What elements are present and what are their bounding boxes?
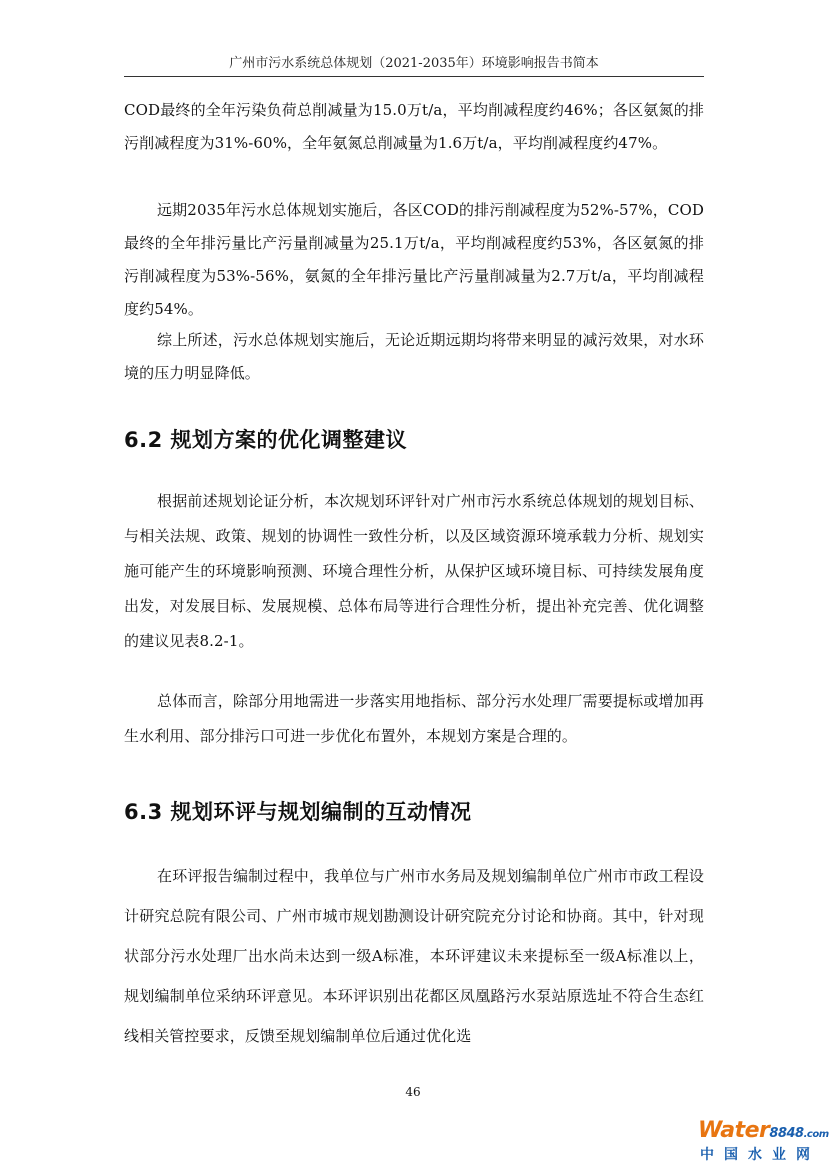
paragraph: COD最终的全年污染负荷总削减量为15.0万t/a，平均削减程度约46%；各区氨氮的排污削减程度为31%-60%，全年氨氮总削减量为1.6万t/a，平均削减程度约47%。 [124, 101, 704, 152]
logo-chinese-text: 中国水业网 [700, 1147, 820, 1163]
header-divider [124, 76, 704, 77]
paragraph: 总体而言，除部分用地需进一步落实用地指标、部分污水处理厂需要提标或增加再生水利用、部分排污口可进一步优化布置外，本规划方案是合理的。 [124, 692, 704, 745]
paragraph: 远期2035年污水总体规划实施后，各区COD的排污削减程度为52%-57%，COD最终的全年排污量比产污量削减量为25.1万t/a，平均削减程度约53%，各区氨氮的排污削减程度为53%-56%，氨氮的全年排污量比产污量削减量为2.7万t/a，平均削减程度约54%。 [124, 201, 704, 318]
page-number: 46 [405, 1085, 421, 1099]
paragraph: 根据前述规划论证分析，本次规划环评针对广州市污水系统总体规划的规划目标、与相关法规、政策、规划的协调性一致性分析，以及区域资源环境承载力分析、规划实施可能产生的环境影响预测、环境合理性分析，从保护区域环境目标、可持续发展角度出发，对发展目标、发展规模、总体布局等进行合理性分析，提出补充完善、优化调整的建议见表8.2-1。 [124, 492, 704, 650]
paragraph: 在环评报告编制过程中，我单位与广州市水务局及规划编制单位广州市市政工程设计研究总院有限公司、广州市城市规划勘测设计研究院充分讨论和协商。其中，针对现状部分污水处理厂出水尚未达到一级A标准，本环评建议未来提标至一级A标准以上，规划编制单位采纳环评意见。本环评识别出花都区凤凰路污水泵站原选址不符合生态红线相关管控要求，反馈至规划编制单位后通过优化选 [124, 867, 704, 1045]
running-header: 广州市污水系统总体规划（2021-2035年）环境影响报告书简本 [229, 56, 599, 71]
water8848-logo [690, 1118, 829, 1164]
section-heading-6-2: 6.2 规划方案的优化调整建议 [124, 428, 408, 452]
logo-wordmark: Water8848.com [698, 1118, 829, 1143]
paragraph: 综上所述，污水总体规划实施后，无论近期远期均将带来明显的减污效果，对水环境的压力明显降低。 [124, 331, 704, 382]
section-heading-6-3: 6.3 规划环评与规划编制的互动情况 [124, 800, 472, 824]
